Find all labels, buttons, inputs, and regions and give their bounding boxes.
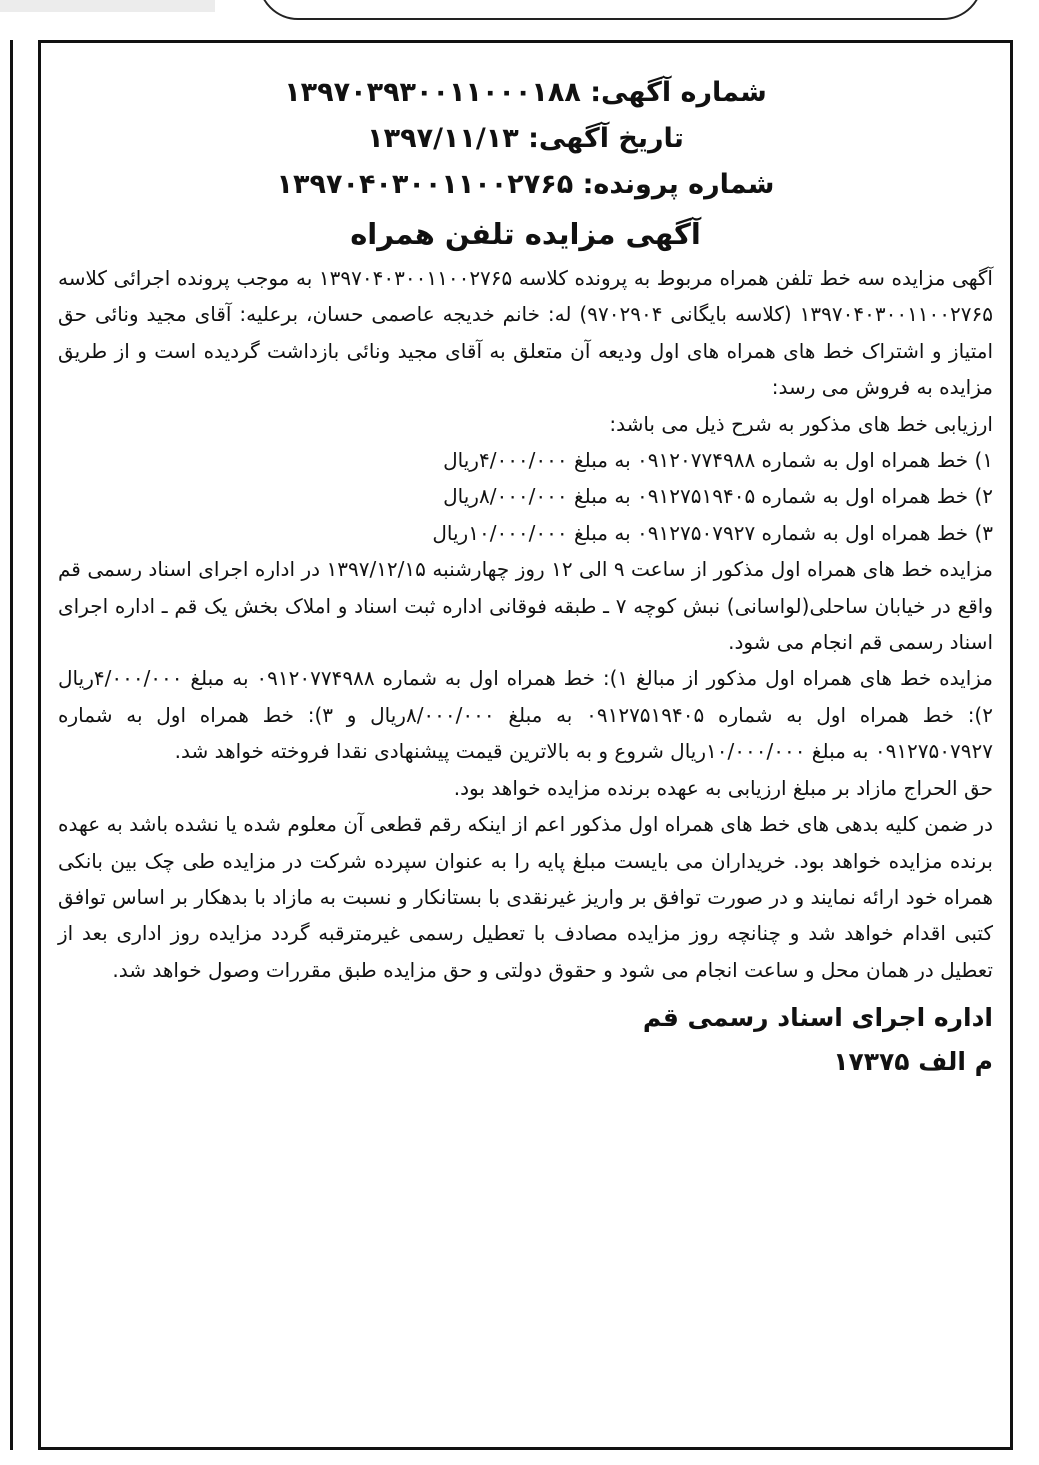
signature-block (58, 996, 993, 1084)
ad-date: تاریخ آگهی: ۱۳۹۷/۱۱/۱۳ (367, 123, 684, 154)
valuation-item-1: ۱) خط همراه اول به شماره ۰۹۱۲۰۷۷۴۹۸۸ به مبلغ ۴/۰۰۰/۰۰۰ریال (443, 448, 993, 473)
valuation-item-2: ۲) خط همراه اول به شماره ۰۹۱۲۷۵۱۹۴۰۵ به مبلغ ۸/۰۰۰/۰۰۰ریال (443, 484, 993, 509)
intro-paragraph: آگهی مزایده سه خط تلفن همراه مربوط به پرونده کلاسه ۱۳۹۷۰۴۰۳۰۰۱۱۰۰۲۷۶۵ به موجب پرونده اجرائی کلاسه ۱۳۹۷۰۴۰۳۰۰۱۱۰۰۲۷۶۵ (کلاسه بایگانی ۹۷۰۲۹۰۴) له: خانم خدیجه عاصمی حسان، برعلیه: آقای مجید ونائی حق امتیاز و اشتراک خط های همراه های اول ودیعه آن متعلق به آقای مجید ونائی بازداشت گردیده است و از طریق مزایده به فروش می رسد: (58, 266, 993, 400)
auction-time-place-paragraph: مزایده خط های همراه اول مذکور از ساعت ۹ الی ۱۲ روز چهارشنبه ۱۳۹۷/۱۲/۱۵ در اداره اجرای اسناد رسمی قم واقع در خیابان ساحلی(لواسانی) نبش کوچه ۷ ـ طبقه فوقانی اداره ثبت اسناد و املاک بخش یک قم ـ اداره اجرای اسناد رسمی قم انجام می شود. (58, 557, 993, 655)
auction-fee-paragraph: حق الحراج مازاد بر مبلغ ارزیابی به عهده برنده مزایده خواهد بود. (453, 775, 993, 800)
ad-number: شماره آگهی: ۱۳۹۷۰۳۹۳۰۰۱۱۰۰۰۱۸۸ (284, 77, 767, 108)
notice-title: آگهی مزایده تلفن همراه (350, 217, 701, 251)
notice-content (58, 70, 993, 1084)
valuation-heading: ارزیابی خط های مذکور به شرح ذیل می باشد: (609, 411, 993, 436)
valuation-item-3: ۳) خط همراه اول به شماره ۰۹۱۲۷۵۰۷۹۲۷ به مبلغ ۱۰/۰۰۰/۰۰۰ریال (432, 520, 993, 545)
signature-code: م الف ۱۷۳۷۵ (833, 1047, 993, 1077)
file-number: شماره پرونده: ۱۳۹۷۰۴۰۳۰۰۱۱۰۰۲۷۶۵ (276, 169, 775, 200)
left-column-rule (10, 40, 13, 1450)
top-rounded-border (258, 0, 983, 20)
auction-start-price-paragraph: مزایده خط های همراه اول مذکور از مبالغ ۱): خط همراه اول به شماره ۰۹۱۲۰۷۷۴۹۸۸ به مبلغ ۴/۰۰۰/۰۰۰ریال ۲): خط همراه اول به شماره ۰۹۱۲۷۵۱۹۴۰۵ به مبلغ ۸/۰۰۰/۰۰۰ریال و ۳): خط همراه اول به شماره ۰۹۱۲۷۵۰۷۹۲۷ به مبلغ ۱۰/۰۰۰/۰۰۰ریال شروع و به بالاترین قیمت پیشنهادی نقدا فروخته خواهد شد. (58, 666, 993, 764)
top-gray-bar (0, 0, 215, 12)
terms-paragraph: در ضمن کلیه بدهی های خط های همراه اول مذکور اعم از اینکه رقم قطعی آن معلوم شده یا نشده باشد به عهده برنده مزایده خواهد بود. خریداران می بایست مبلغ پایه را به عنوان سپرده شرکت در مزایده طی چک بین بانکی همراه خود ارائه نمایند و در صورت توافق بر واریز غیرنقدی با بستانکار و نسبت به مازاد با بدهکار بر اساس توافق کتبی اقدام خواهد شد و چنانچه روز مزایده مصادف با تعطیل رسمی غیرمترقبه گردد مزایده روز اداری بعد از تعطیل در همان محل و ساعت انجام می شود و حقوق دولتی و حق مزایده طبق مقررات وصول خواهد شد. (58, 812, 993, 982)
signature-office: اداره اجرای اسناد رسمی قم (642, 1003, 993, 1033)
notice-body (58, 260, 993, 988)
